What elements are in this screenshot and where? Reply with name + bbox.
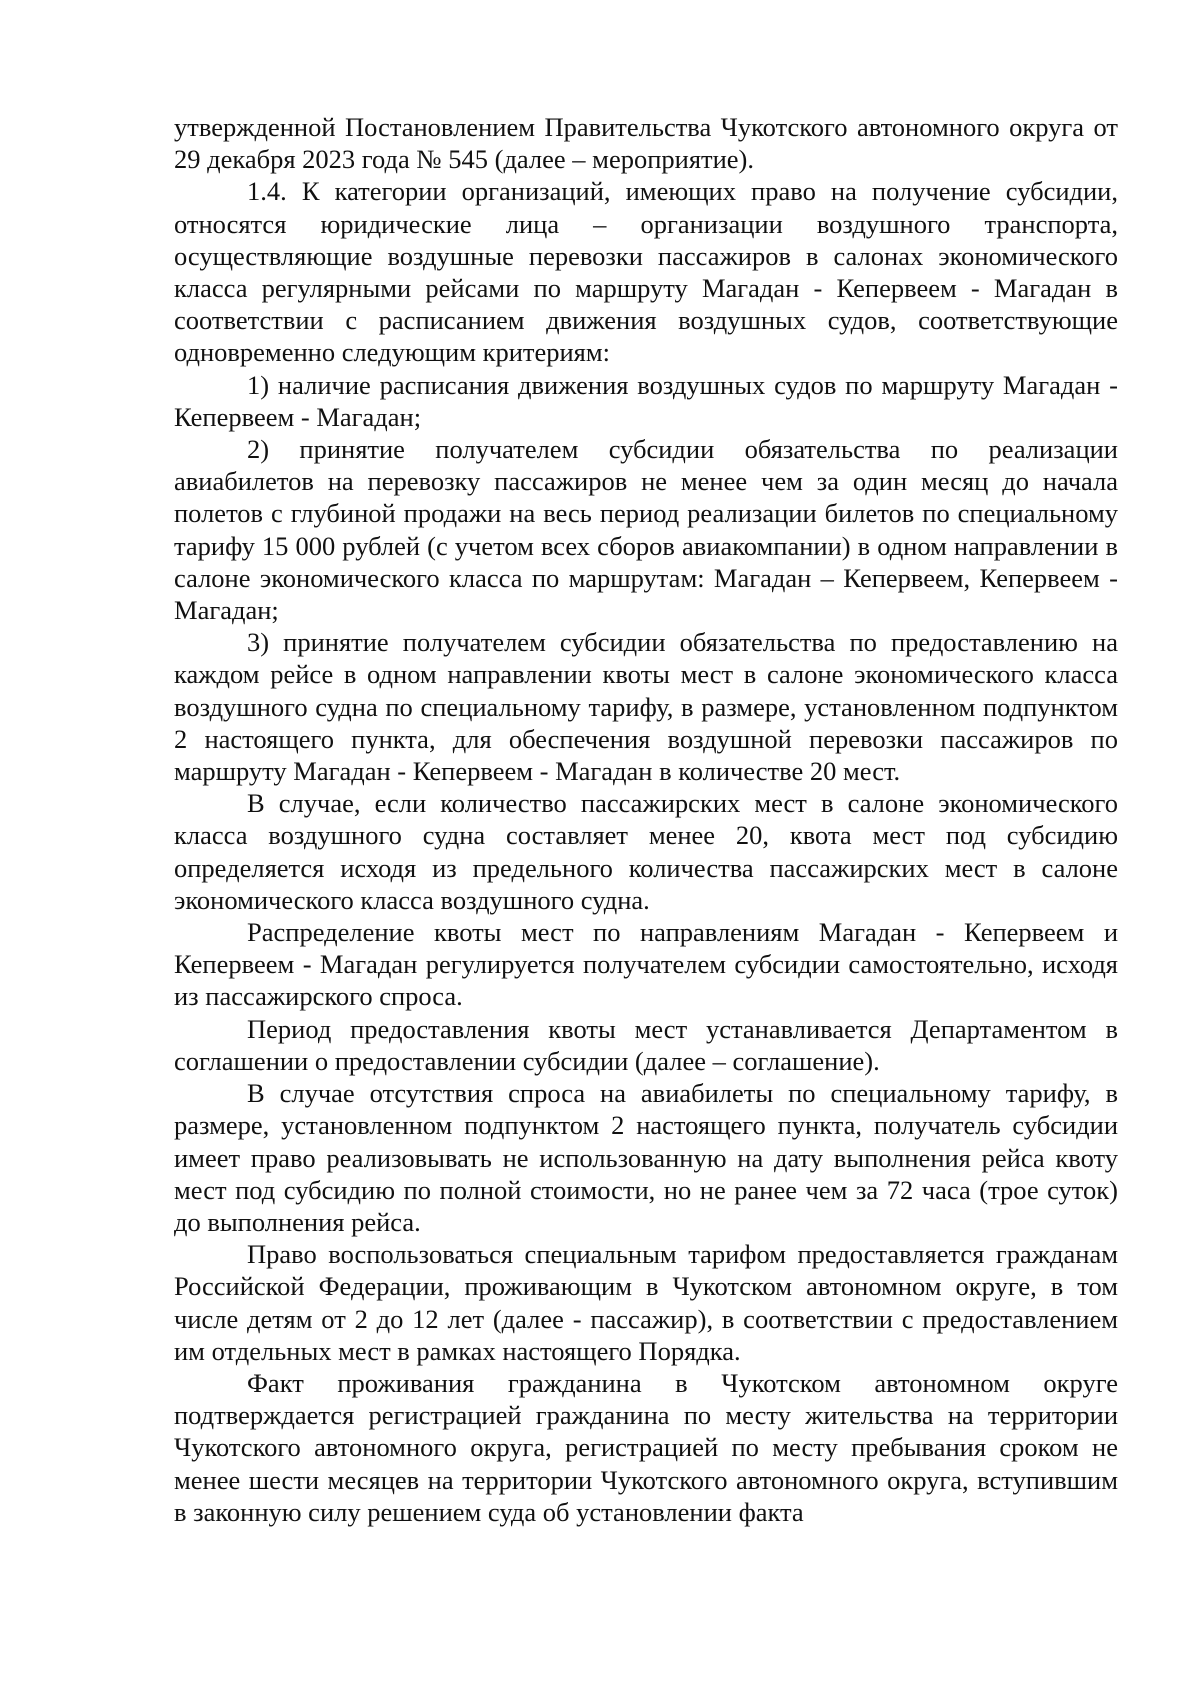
paragraph-quota-distribution: Распределение квоты мест по направлениям Магадан - Кепервеем и Кепервеем - Магадан регулируется получателем субсидии самостоятельно, исходя из пассажирского спроса. — [174, 917, 1118, 1012]
paragraph-criterion-1: 1) наличие расписания движения воздушных судов по маршруту Магадан - Кепервеем - Магадан; — [174, 369, 1118, 432]
paragraph-seat-shortfall: В случае, если количество пассажирских мест в салоне экономического класса воздушного судна составляет менее 20, квота мест под субсидию определяется исходя из предельного количества пассажирских мест в салоне экономического класса воздушного судна. — [174, 788, 1118, 915]
paragraph-quota-period: Период предоставления квоты мест устанавливается Департаментом в соглашении о предоставлении субсидии (далее – соглашение). — [174, 1013, 1118, 1076]
paragraph-residence-proof: Факт проживания гражданина в Чукотском автономном округе подтверждается регистрацией гражданина по месту жительства на территории Чукотского автономного округа, регистрацией по месту пребывания сроком не менее шести месяцев на территории Чукотского автономного округа, вступившим в законную силу решением суда об установлении факта — [174, 1367, 1118, 1527]
paragraph-clause-1-4: 1.4. К категории организаций, имеющих право на получение субсидии, относятся юридические лица – организации воздушного транспорта, осуществляющие воздушные перевозки пассажиров в салонах экономического класса регулярными рейсами по маршруту Магадан - Кепервеем - Магадан в соответствии с расписанием движения воздушных судов, соответствующие одновременно следующим критериям: — [174, 176, 1118, 368]
paragraph-no-demand: В случае отсутствия спроса на авиабилеты по специальному тарифу, в размере, установленном подпунктом 2 настоящего пункта, получатель субсидии имеет право реализовывать не использованную на дату выполнения рейса квоту мест под субсидию по полной стоимости, но не ранее чем за 72 часа (трое суток) до выполнения рейса. — [174, 1078, 1118, 1237]
paragraph-criterion-3: 3) принятие получателем субсидии обязательства по предоставлению на каждом рейсе в одном направлении квоты мест в салоне экономического класса воздушного судна по специальному тарифу, в размере, установленном подпунктом 2 настоящего пункта, для обеспечения воздушной перевозки пассажиров по маршруту Магадан - Кепервеем - Магадан в количестве 20 мест. — [174, 627, 1118, 787]
paragraph-continuation: утвержденной Постановлением Правительства Чукотского автономного округа от 29 декабря 2023 года № 545 (далее – мероприятие). — [174, 112, 1118, 175]
paragraph-eligible-citizens: Право воспользоваться специальным тарифом предоставляется гражданам Российской Федерации, проживающим в Чукотском автономном округе, в том числе детям от 2 до 12 лет (далее - пассажир), в соответствии с предоставлением им отдельных мест в рамках настоящего Порядка. — [174, 1239, 1118, 1366]
paragraph-criterion-2: 2) принятие получателем субсидии обязательства по реализации авиабилетов на перевозку пассажиров не менее чем за один месяц до начала полетов с глубиной продажи на весь период реализации билетов по специальному тарифу 15 000 рублей (с учетом всех сборов авиакомпании) в одном направлении в салоне экономического класса по маршрутам: Магадан – Кепервеем, Кепервеем - Магадан; — [174, 434, 1118, 626]
document-page — [174, 111, 1118, 1528]
